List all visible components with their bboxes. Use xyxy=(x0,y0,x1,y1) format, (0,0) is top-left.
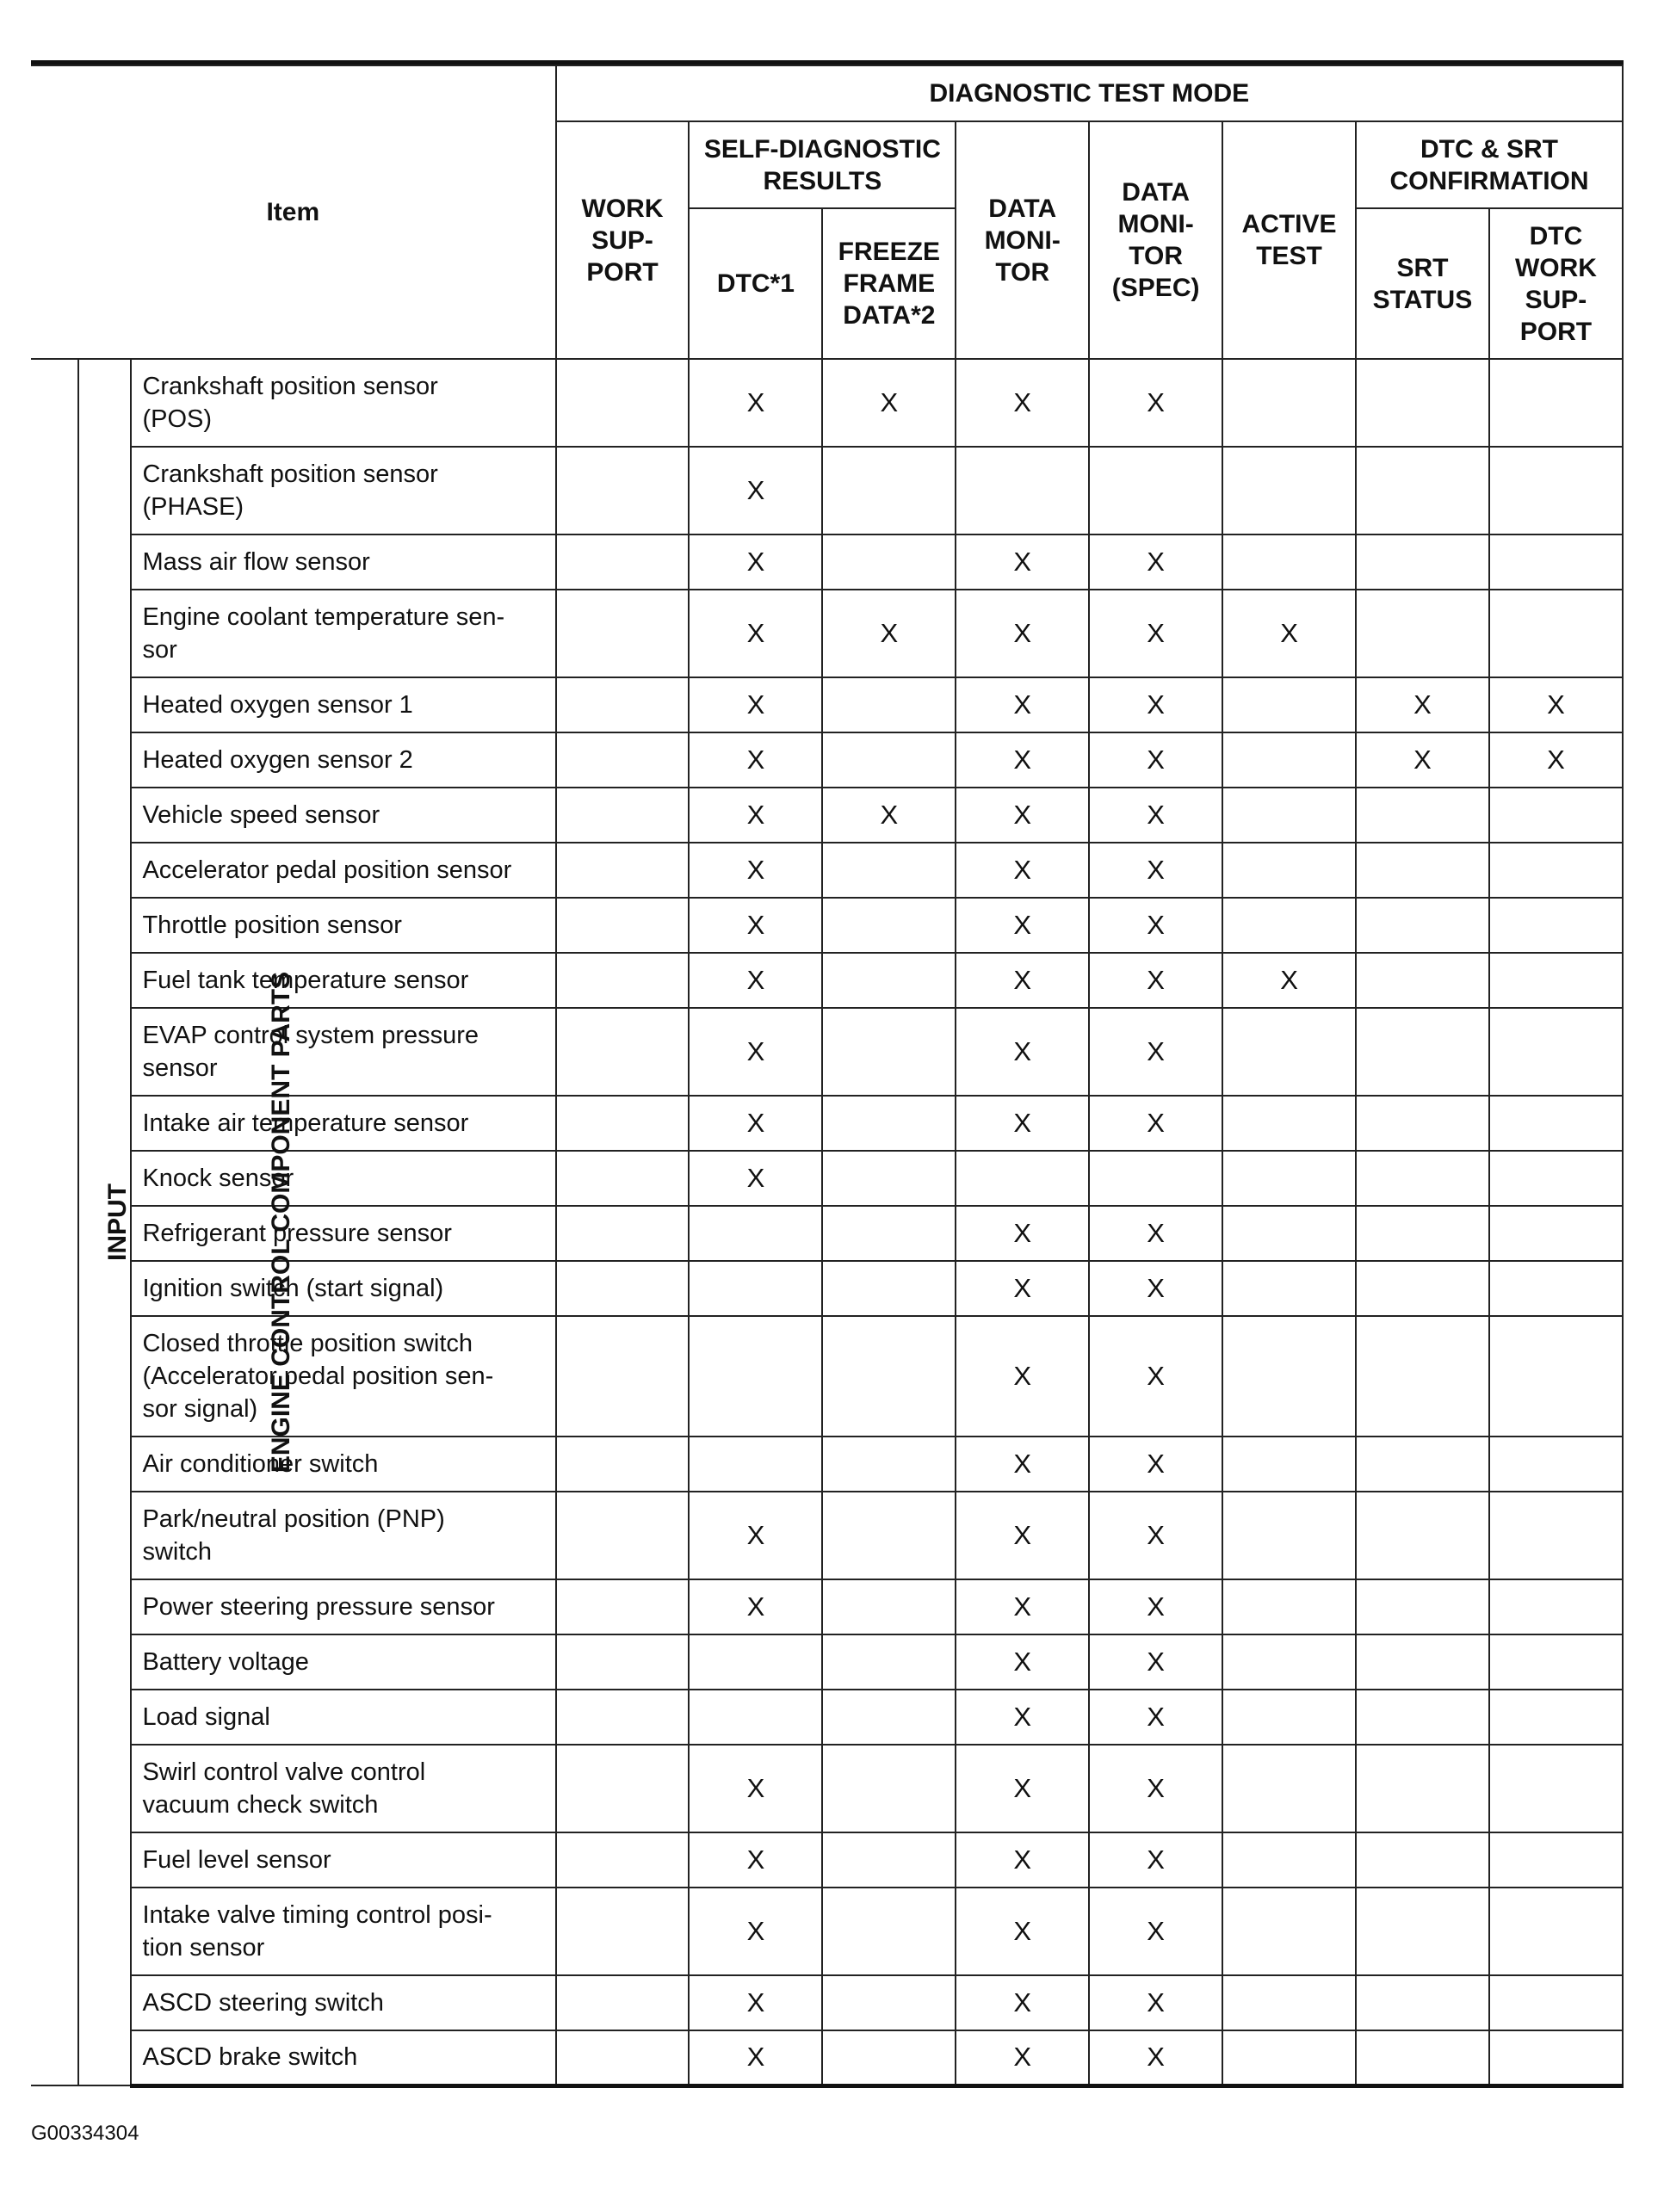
dtc1-cell: X xyxy=(689,953,822,1008)
item-cell: Vehicle speed sensor xyxy=(131,788,555,843)
srt-status-cell xyxy=(1356,1206,1489,1261)
dtc1-cell: X xyxy=(689,2030,822,2085)
dtc-work-support-cell xyxy=(1489,447,1623,534)
data-monitor-header: DATA MONI- TOR xyxy=(956,121,1089,359)
table-row xyxy=(31,1492,1623,1579)
work-support-cell xyxy=(556,447,690,534)
work-support-cell xyxy=(556,1634,690,1690)
item-cell: ASCD steering switch xyxy=(131,1975,555,2030)
dtc-work-support-cell xyxy=(1489,788,1623,843)
srt-status-cell xyxy=(1356,1492,1489,1579)
data-monitor-cell: X xyxy=(956,1579,1089,1634)
dtc-work-support-cell xyxy=(1489,898,1623,953)
dtc1-cell: X xyxy=(689,843,822,898)
item-cell: Refrigerant pressure sensor xyxy=(131,1206,555,1261)
work-support-cell xyxy=(556,590,690,677)
srt-status-cell xyxy=(1356,1745,1489,1832)
active-test-cell: X xyxy=(1222,953,1356,1008)
active-test-cell xyxy=(1222,1096,1356,1151)
active-test-cell xyxy=(1222,788,1356,843)
item-cell: Crankshaft position sensor (POS) xyxy=(131,359,555,447)
dtc1-cell: X xyxy=(689,1975,822,2030)
freeze-frame-header: FREEZE FRAME DATA*2 xyxy=(822,208,956,359)
table-row xyxy=(31,898,1623,953)
item-cell: Intake valve timing control posi- tion sensor xyxy=(131,1888,555,1975)
work-support-cell xyxy=(556,1206,690,1261)
srt-status-cell xyxy=(1356,1316,1489,1437)
freeze-frame-cell xyxy=(822,1745,956,1832)
item-cell: Fuel level sensor xyxy=(131,1832,555,1888)
item-cell: Ignition switch (start signal) xyxy=(131,1261,555,1316)
table-row xyxy=(31,788,1623,843)
diagnostic-test-mode-table xyxy=(31,65,1624,2088)
active-test-cell xyxy=(1222,1437,1356,1492)
freeze-frame-cell xyxy=(822,898,956,953)
work-support-cell xyxy=(556,359,690,447)
dtc1-cell: X xyxy=(689,534,822,590)
work-support-cell xyxy=(556,1261,690,1316)
dtc-work-support-cell xyxy=(1489,534,1623,590)
item-cell: Crankshaft position sensor (PHASE) xyxy=(131,447,555,534)
active-test-cell xyxy=(1222,1206,1356,1261)
table-row xyxy=(31,1690,1623,1745)
dtc1-cell: X xyxy=(689,788,822,843)
work-support-cell xyxy=(556,1832,690,1888)
srt-status-cell xyxy=(1356,1690,1489,1745)
data-monitor-cell: X xyxy=(956,898,1089,953)
srt-status-cell xyxy=(1356,898,1489,953)
table-row xyxy=(31,1888,1623,1975)
item-cell: EVAP control system pressure sensor xyxy=(131,1008,555,1096)
srt-status-cell xyxy=(1356,359,1489,447)
input-label xyxy=(78,359,132,2085)
dtc1-cell xyxy=(689,1634,822,1690)
dtc1-cell: X xyxy=(689,447,822,534)
freeze-frame-cell xyxy=(822,677,956,732)
data-monitor-spec-cell: X xyxy=(1089,2030,1222,2085)
active-test-cell xyxy=(1222,1975,1356,2030)
data-monitor-spec-cell: X xyxy=(1089,1437,1222,1492)
table-row xyxy=(31,843,1623,898)
freeze-frame-cell xyxy=(822,1206,956,1261)
table-row xyxy=(31,590,1623,677)
dtc-work-support-cell xyxy=(1489,843,1623,898)
dtc1-cell xyxy=(689,1261,822,1316)
srt-status-cell xyxy=(1356,2030,1489,2085)
item-cell: Air conditioner switch xyxy=(131,1437,555,1492)
data-monitor-spec-cell: X xyxy=(1089,1832,1222,1888)
data-monitor-cell: X xyxy=(956,953,1089,1008)
data-monitor-cell: X xyxy=(956,2030,1089,2085)
data-monitor-cell: X xyxy=(956,1316,1089,1437)
freeze-frame-cell xyxy=(822,1690,956,1745)
freeze-frame-cell xyxy=(822,1634,956,1690)
data-monitor-cell: X xyxy=(956,1832,1089,1888)
freeze-frame-cell xyxy=(822,1261,956,1316)
item-cell: Load signal xyxy=(131,1690,555,1745)
work-support-header: WORK SUP- PORT xyxy=(556,121,690,359)
srt-status-cell xyxy=(1356,1437,1489,1492)
dtc1-cell: X xyxy=(689,1151,822,1206)
active-test-cell xyxy=(1222,1832,1356,1888)
dtc1-cell: X xyxy=(689,1579,822,1634)
item-cell: Engine coolant temperature sen- sor xyxy=(131,590,555,677)
dtc-work-support-cell xyxy=(1489,1261,1623,1316)
dtc1-cell xyxy=(689,1437,822,1492)
data-monitor-spec-cell: X xyxy=(1089,1634,1222,1690)
freeze-frame-cell: X xyxy=(822,590,956,677)
dtc-work-support-cell xyxy=(1489,1745,1623,1832)
dtc-work-support-cell xyxy=(1489,1096,1623,1151)
freeze-frame-cell xyxy=(822,953,956,1008)
data-monitor-cell: X xyxy=(956,1437,1089,1492)
data-monitor-spec-cell: X xyxy=(1089,788,1222,843)
dtc1-cell xyxy=(689,1690,822,1745)
item-header: Item xyxy=(31,65,556,359)
work-support-cell xyxy=(556,732,690,788)
srt-status-cell xyxy=(1356,788,1489,843)
data-monitor-cell: X xyxy=(956,534,1089,590)
item-cell: Accelerator pedal position sensor xyxy=(131,843,555,898)
dtc-work-support-cell xyxy=(1489,1690,1623,1745)
srt-status-cell xyxy=(1356,447,1489,534)
dtc1-cell: X xyxy=(689,590,822,677)
data-monitor-cell xyxy=(956,447,1089,534)
dtc-work-support-cell xyxy=(1489,1975,1623,2030)
srt-status-cell xyxy=(1356,843,1489,898)
data-monitor-spec-cell xyxy=(1089,447,1222,534)
table-row xyxy=(31,732,1623,788)
dtc-work-support-cell xyxy=(1489,1151,1623,1206)
work-support-cell xyxy=(556,1888,690,1975)
data-monitor-cell: X xyxy=(956,788,1089,843)
item-cell: Heated oxygen sensor 1 xyxy=(131,677,555,732)
srt-status-cell: X xyxy=(1356,677,1489,732)
data-monitor-spec-cell: X xyxy=(1089,590,1222,677)
data-monitor-spec-cell: X xyxy=(1089,359,1222,447)
dtc1-cell: X xyxy=(689,732,822,788)
freeze-frame-cell xyxy=(822,1492,956,1579)
dtc1-header: DTC*1 xyxy=(689,208,822,359)
freeze-frame-cell xyxy=(822,1008,956,1096)
freeze-frame-cell: X xyxy=(822,788,956,843)
freeze-frame-cell xyxy=(822,732,956,788)
dtc-srt-confirmation-header: DTC & SRT CONFIRMATION xyxy=(1356,121,1623,208)
data-monitor-cell: X xyxy=(956,1206,1089,1261)
work-support-cell xyxy=(556,1008,690,1096)
data-monitor-cell: X xyxy=(956,1745,1089,1832)
dtc1-cell xyxy=(689,1316,822,1437)
dtc-work-support-cell: X xyxy=(1489,732,1623,788)
freeze-frame-cell xyxy=(822,1316,956,1437)
table-body xyxy=(31,359,1623,2085)
dtc-work-support-cell xyxy=(1489,1492,1623,1579)
dtc1-cell: X xyxy=(689,1888,822,1975)
active-test-cell xyxy=(1222,1261,1356,1316)
active-test-cell xyxy=(1222,677,1356,732)
item-cell: Power steering pressure sensor xyxy=(131,1579,555,1634)
dtc-work-support-cell xyxy=(1489,1437,1623,1492)
table-row xyxy=(31,2030,1623,2085)
data-monitor-spec-cell xyxy=(1089,1151,1222,1206)
freeze-frame-cell xyxy=(822,1975,956,2030)
dtc-work-support-cell xyxy=(1489,1206,1623,1261)
data-monitor-spec-cell: X xyxy=(1089,1579,1222,1634)
freeze-frame-cell xyxy=(822,1437,956,1492)
freeze-frame-cell xyxy=(822,447,956,534)
table-row xyxy=(31,1975,1623,2030)
dtc1-cell: X xyxy=(689,677,822,732)
data-monitor-spec-cell: X xyxy=(1089,843,1222,898)
data-monitor-spec-cell: X xyxy=(1089,953,1222,1008)
work-support-cell xyxy=(556,677,690,732)
active-test-header: ACTIVE TEST xyxy=(1222,121,1356,359)
srt-status-cell xyxy=(1356,534,1489,590)
table-row xyxy=(31,677,1623,732)
srt-status-cell: X xyxy=(1356,732,1489,788)
item-cell: Intake air temperature sensor xyxy=(131,1096,555,1151)
dtc-work-support-cell xyxy=(1489,953,1623,1008)
dtc1-cell: X xyxy=(689,1492,822,1579)
table-row xyxy=(31,447,1623,534)
inner-side-label-text: INPUT xyxy=(102,1183,132,1261)
dtc-work-support-cell xyxy=(1489,2030,1623,2085)
work-support-cell xyxy=(556,953,690,1008)
data-monitor-spec-cell: X xyxy=(1089,534,1222,590)
srt-status-cell xyxy=(1356,1579,1489,1634)
active-test-cell xyxy=(1222,843,1356,898)
srt-status-cell xyxy=(1356,1151,1489,1206)
srt-status-header: SRT STATUS xyxy=(1356,208,1489,359)
dtc-work-support-cell xyxy=(1489,590,1623,677)
freeze-frame-cell xyxy=(822,1888,956,1975)
dtc1-cell: X xyxy=(689,1745,822,1832)
item-cell: Fuel tank temperature sensor xyxy=(131,953,555,1008)
data-monitor-spec-cell: X xyxy=(1089,1888,1222,1975)
data-monitor-spec-cell: X xyxy=(1089,1492,1222,1579)
data-monitor-spec-cell: X xyxy=(1089,1690,1222,1745)
table-row xyxy=(31,534,1623,590)
srt-status-cell xyxy=(1356,953,1489,1008)
data-monitor-cell: X xyxy=(956,1492,1089,1579)
figure-id: G00334304 xyxy=(31,2122,139,2145)
data-monitor-cell: X xyxy=(956,1975,1089,2030)
item-cell: Heated oxygen sensor 2 xyxy=(131,732,555,788)
data-monitor-cell: X xyxy=(956,1008,1089,1096)
work-support-cell xyxy=(556,1096,690,1151)
work-support-cell xyxy=(556,843,690,898)
active-test-cell xyxy=(1222,1745,1356,1832)
data-monitor-cell: X xyxy=(956,590,1089,677)
dtc-work-support-cell: X xyxy=(1489,677,1623,732)
dtc-work-support-header: DTC WORK SUP- PORT xyxy=(1489,208,1623,359)
data-monitor-spec-cell: X xyxy=(1089,1206,1222,1261)
item-cell: Park/neutral position (PNP) switch xyxy=(131,1492,555,1579)
table-row xyxy=(31,1634,1623,1690)
freeze-frame-cell xyxy=(822,1579,956,1634)
data-monitor-cell: X xyxy=(956,732,1089,788)
dtc-work-support-cell xyxy=(1489,1008,1623,1096)
data-monitor-cell xyxy=(956,1151,1089,1206)
data-monitor-cell: X xyxy=(956,359,1089,447)
dtc1-cell: X xyxy=(689,1096,822,1151)
work-support-cell xyxy=(556,1690,690,1745)
data-monitor-cell: X xyxy=(956,1096,1089,1151)
freeze-frame-cell xyxy=(822,534,956,590)
data-monitor-cell: X xyxy=(956,1690,1089,1745)
dtc1-cell: X xyxy=(689,1008,822,1096)
self-diagnostic-results-header: SELF-DIAGNOSTIC RESULTS xyxy=(689,121,956,208)
data-monitor-cell: X xyxy=(956,677,1089,732)
work-support-cell xyxy=(556,1437,690,1492)
work-support-cell xyxy=(556,534,690,590)
srt-status-cell xyxy=(1356,590,1489,677)
dtc-work-support-cell xyxy=(1489,1316,1623,1437)
active-test-cell xyxy=(1222,534,1356,590)
work-support-cell xyxy=(556,1151,690,1206)
srt-status-cell xyxy=(1356,1634,1489,1690)
work-support-cell xyxy=(556,898,690,953)
work-support-cell xyxy=(556,1316,690,1437)
active-test-cell xyxy=(1222,1579,1356,1634)
table-row xyxy=(31,359,1623,447)
srt-status-cell xyxy=(1356,1261,1489,1316)
data-monitor-spec-header: DATA MONI- TOR (SPEC) xyxy=(1089,121,1222,359)
data-monitor-spec-cell: X xyxy=(1089,1261,1222,1316)
dtc1-cell xyxy=(689,1206,822,1261)
srt-status-cell xyxy=(1356,1832,1489,1888)
active-test-cell xyxy=(1222,1008,1356,1096)
active-test-cell xyxy=(1222,1492,1356,1579)
dtc-work-support-cell xyxy=(1489,359,1623,447)
srt-status-cell xyxy=(1356,1096,1489,1151)
dtc-work-support-cell xyxy=(1489,1579,1623,1634)
freeze-frame-cell xyxy=(822,2030,956,2085)
active-test-cell xyxy=(1222,1888,1356,1975)
table-header xyxy=(31,65,1623,359)
srt-status-cell xyxy=(1356,1008,1489,1096)
table-row xyxy=(31,1579,1623,1634)
srt-status-cell xyxy=(1356,1975,1489,2030)
item-cell: ASCD brake switch xyxy=(131,2030,555,2085)
freeze-frame-cell xyxy=(822,1832,956,1888)
item-cell: Closed throttle position switch (Accelerator pedal position sen- sor signal) xyxy=(131,1316,555,1437)
table-row xyxy=(31,1745,1623,1832)
data-monitor-cell: X xyxy=(956,1261,1089,1316)
freeze-frame-cell xyxy=(822,1151,956,1206)
active-test-cell xyxy=(1222,732,1356,788)
item-cell: Swirl control valve control vacuum check switch xyxy=(131,1745,555,1832)
work-support-cell xyxy=(556,1975,690,2030)
data-monitor-cell: X xyxy=(956,843,1089,898)
diagnostic-test-mode-header: DIAGNOSTIC TEST MODE xyxy=(556,65,1623,121)
item-cell: Battery voltage xyxy=(131,1634,555,1690)
active-test-cell xyxy=(1222,898,1356,953)
dtc-work-support-cell xyxy=(1489,1888,1623,1975)
data-monitor-spec-cell: X xyxy=(1089,677,1222,732)
active-test-cell xyxy=(1222,1690,1356,1745)
work-support-cell xyxy=(556,2030,690,2085)
active-test-cell: X xyxy=(1222,590,1356,677)
work-support-cell xyxy=(556,1492,690,1579)
dtc1-cell: X xyxy=(689,1832,822,1888)
active-test-cell xyxy=(1222,1316,1356,1437)
dtc1-cell: X xyxy=(689,359,822,447)
table-row xyxy=(31,1832,1623,1888)
freeze-frame-cell: X xyxy=(822,359,956,447)
dtc1-cell: X xyxy=(689,898,822,953)
data-monitor-cell: X xyxy=(956,1634,1089,1690)
srt-status-cell xyxy=(1356,1888,1489,1975)
work-support-cell xyxy=(556,1579,690,1634)
data-monitor-spec-cell: X xyxy=(1089,1745,1222,1832)
item-cell: Knock sensor xyxy=(131,1151,555,1206)
data-monitor-spec-cell: X xyxy=(1089,898,1222,953)
data-monitor-spec-cell: X xyxy=(1089,1096,1222,1151)
active-test-cell xyxy=(1222,359,1356,447)
dtc-work-support-cell xyxy=(1489,1832,1623,1888)
active-test-cell xyxy=(1222,447,1356,534)
work-support-cell xyxy=(556,1745,690,1832)
active-test-cell xyxy=(1222,1151,1356,1206)
outer-side-label-text: ENGINE CONTROL COMPONENT PARTS xyxy=(267,971,296,1474)
item-cell: Mass air flow sensor xyxy=(131,534,555,590)
item-cell: Throttle position sensor xyxy=(131,898,555,953)
data-monitor-spec-cell: X xyxy=(1089,1975,1222,2030)
active-test-cell xyxy=(1222,2030,1356,2085)
data-monitor-spec-cell: X xyxy=(1089,732,1222,788)
data-monitor-spec-cell: X xyxy=(1089,1008,1222,1096)
active-test-cell xyxy=(1222,1634,1356,1690)
dtc-work-support-cell xyxy=(1489,1634,1623,1690)
work-support-cell xyxy=(556,788,690,843)
freeze-frame-cell xyxy=(822,843,956,898)
data-monitor-spec-cell: X xyxy=(1089,1316,1222,1437)
data-monitor-cell: X xyxy=(956,1888,1089,1975)
freeze-frame-cell xyxy=(822,1096,956,1151)
